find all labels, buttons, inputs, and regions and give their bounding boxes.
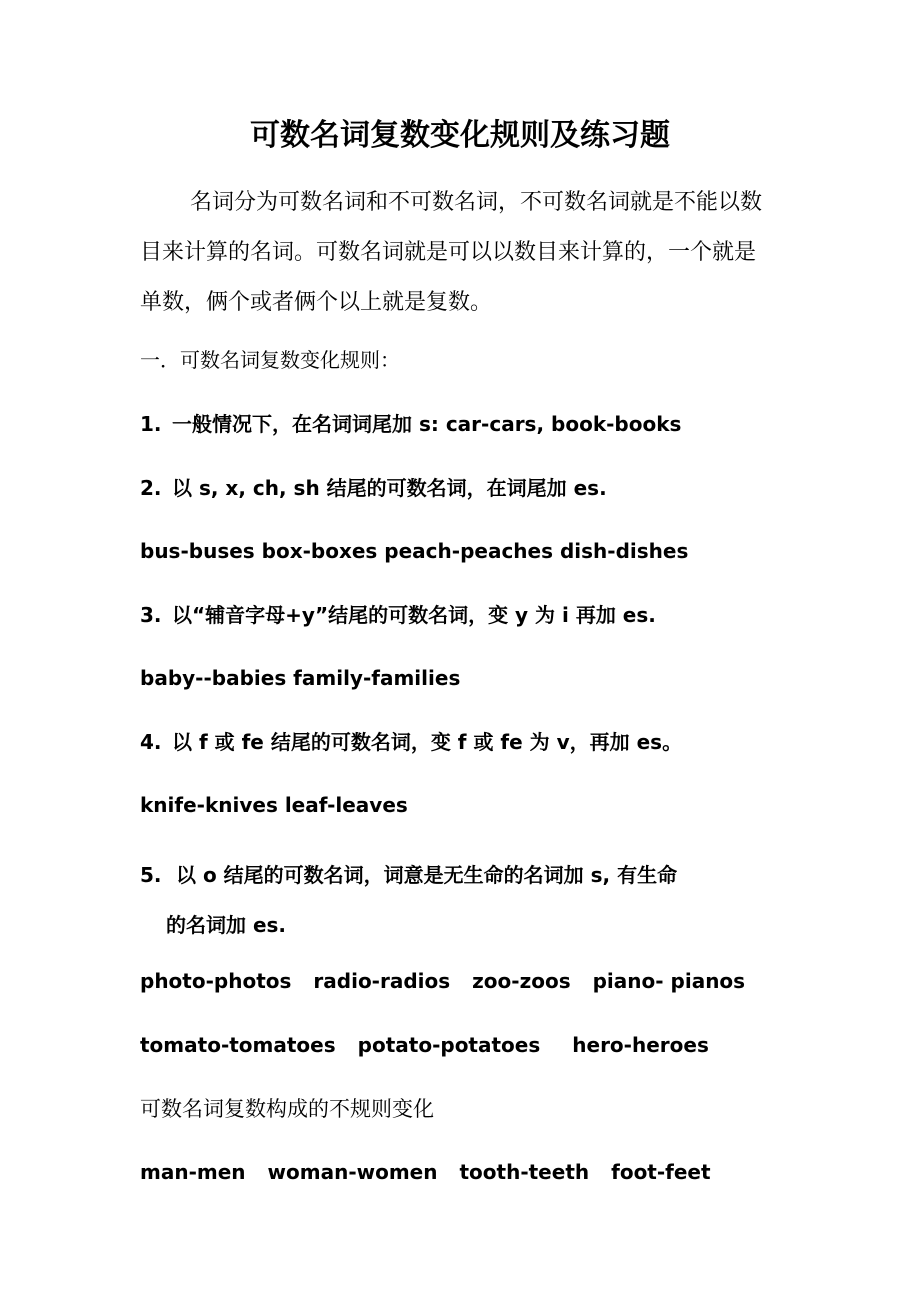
rule-text: 以 f 或 fe 结尾的可数名词，变 f 或 fe 为 v，再加 es。 [172,730,683,754]
irregular-heading: 可数名词复数构成的不规则变化 [140,1097,434,1121]
example-word: zoo-zoos [472,969,571,993]
irregular-examples [140,1154,711,1190]
section-heading-text: 一．可数名词复数变化规则： [140,348,400,372]
rule-number: 1. [140,412,162,436]
intro-paragraph: 名词分为可数名词和不可数名词，不可数名词就是不能以数目来计算的名词。可数名词就是可以以数目来计算的，一个就是单数，俩个或者俩个以上就是复数。 [140,190,763,315]
rule-number: 4. [140,730,162,754]
example-word: piano- pianos [592,969,746,993]
rule-4 [140,724,682,760]
example-word: tooth-teeth [459,1160,590,1184]
example-word: radio-radios [313,969,451,993]
example-word: hero-heroes [572,1033,709,1057]
rule-text-line2: 的名词加 es. [166,913,287,937]
rule-text: 以 s, x, ch, sh 结尾的可数名词，在词尾加 es. [172,476,607,500]
rule-5-examples-row1 [140,963,745,999]
rule-4-examples: knife-knives leaf-leaves [140,793,408,817]
rule-number: 5. [140,863,162,887]
rule-3-examples: baby--babies family-families [140,666,461,690]
example-word: woman-women [267,1160,438,1184]
rule-text: 以“辅音字母+y”结尾的可数名词，变 y 为 i 再加 es. [172,603,656,627]
rule-5 [140,850,790,950]
example-word: potato-potatoes [357,1033,541,1057]
example-word: photo-photos [140,969,292,993]
example-word: man-men [140,1160,246,1184]
rule-number: 2. [140,476,162,500]
rule-text: 一般情况下，在名词词尾加 s: car-cars, book-books [172,412,682,436]
rule-1 [140,406,681,442]
rule-2-examples: bus-buses box-boxes peach-peaches dish-dishes [140,539,689,563]
rule-2 [140,470,607,506]
rule-text-line1: 以 o 结尾的可数名词，词意是无生命的名词加 s, 有生命 [176,863,678,887]
example-word: foot-feet [611,1160,711,1184]
example-word: tomato-tomatoes [140,1033,336,1057]
section-heading [140,342,400,378]
rule-3 [140,597,656,633]
rule-number: 3. [140,603,162,627]
rule-5-examples-row2 [140,1027,709,1063]
page-title: 可数名词复数变化规则及练习题 [250,118,670,153]
